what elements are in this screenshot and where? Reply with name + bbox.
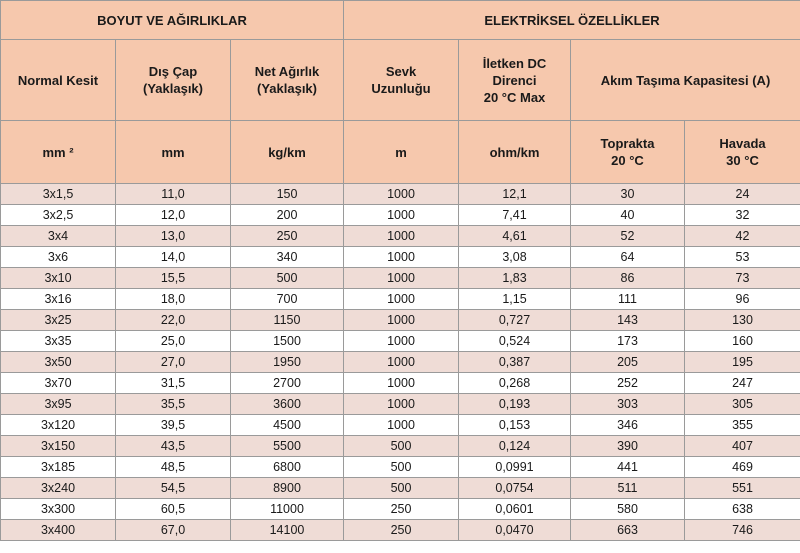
table-row (1, 184, 800, 205)
header-current-capacity: Akım Taşıma Kapasitesi (A) (571, 40, 800, 121)
cell-resistance: 4,61 (459, 226, 571, 247)
cell-ground: 86 (571, 268, 685, 289)
cell-resistance: 0,0470 (459, 520, 571, 541)
header-unit-row (1, 121, 800, 184)
cell-resistance: 0,0601 (459, 499, 571, 520)
cell-ground: 30 (571, 184, 685, 205)
cell-section: 3x150 (1, 436, 116, 457)
table-row (1, 268, 800, 289)
cell-diameter: 22,0 (116, 310, 231, 331)
cell-air: 551 (685, 478, 800, 499)
cell-weight: 6800 (231, 457, 344, 478)
cell-air: 469 (685, 457, 800, 478)
cell-weight: 700 (231, 289, 344, 310)
cell-length: 1000 (344, 184, 459, 205)
cell-air: 130 (685, 310, 800, 331)
cell-ground: 173 (571, 331, 685, 352)
header-net-weight: Net Ağırlık (Yaklaşık) (231, 40, 344, 121)
cell-length: 250 (344, 520, 459, 541)
header-group-row (1, 1, 800, 40)
cell-resistance: 0,0754 (459, 478, 571, 499)
header-dimensions-group: BOYUT VE AĞIRLIKLAR (1, 1, 344, 40)
header-normal-section: Normal Kesit (1, 40, 116, 121)
cell-section: 3x120 (1, 415, 116, 436)
cell-diameter: 43,5 (116, 436, 231, 457)
cell-air: 160 (685, 331, 800, 352)
cell-section: 3x2,5 (1, 205, 116, 226)
cell-length: 500 (344, 457, 459, 478)
cell-length: 1000 (344, 373, 459, 394)
table-row (1, 226, 800, 247)
cell-ground: 111 (571, 289, 685, 310)
table-row (1, 373, 800, 394)
cell-weight: 150 (231, 184, 344, 205)
cell-section: 3x50 (1, 352, 116, 373)
table-row (1, 331, 800, 352)
header-column-row (1, 40, 800, 121)
cell-air: 32 (685, 205, 800, 226)
table-row (1, 289, 800, 310)
cell-section: 3x95 (1, 394, 116, 415)
cell-section: 3x16 (1, 289, 116, 310)
table-row (1, 499, 800, 520)
cell-diameter: 27,0 (116, 352, 231, 373)
table-row (1, 394, 800, 415)
cell-section: 3x300 (1, 499, 116, 520)
unit-resistance: ohm/km (459, 121, 571, 184)
cell-weight: 200 (231, 205, 344, 226)
cell-length: 1000 (344, 268, 459, 289)
cell-ground: 252 (571, 373, 685, 394)
header-outer-diameter: Dış Çap (Yaklaşık) (116, 40, 231, 121)
cell-diameter: 35,5 (116, 394, 231, 415)
cell-weight: 3600 (231, 394, 344, 415)
cell-length: 1000 (344, 226, 459, 247)
cell-resistance: 0,0991 (459, 457, 571, 478)
cell-weight: 1500 (231, 331, 344, 352)
cell-resistance: 0,193 (459, 394, 571, 415)
cell-diameter: 31,5 (116, 373, 231, 394)
table-row (1, 310, 800, 331)
cell-air: 42 (685, 226, 800, 247)
cell-resistance: 0,124 (459, 436, 571, 457)
cell-ground: 346 (571, 415, 685, 436)
cell-ground: 52 (571, 226, 685, 247)
cell-weight: 500 (231, 268, 344, 289)
cell-air: 53 (685, 247, 800, 268)
unit-section: mm ² (1, 121, 116, 184)
cell-section: 3x240 (1, 478, 116, 499)
cell-diameter: 13,0 (116, 226, 231, 247)
cell-weight: 1150 (231, 310, 344, 331)
unit-diameter: mm (116, 121, 231, 184)
cell-section: 3x4 (1, 226, 116, 247)
cell-resistance: 0,727 (459, 310, 571, 331)
cell-section: 3x400 (1, 520, 116, 541)
cell-air: 195 (685, 352, 800, 373)
table-row (1, 415, 800, 436)
cell-weight: 5500 (231, 436, 344, 457)
cell-ground: 303 (571, 394, 685, 415)
cell-length: 1000 (344, 394, 459, 415)
cell-resistance: 1,15 (459, 289, 571, 310)
cell-length: 1000 (344, 415, 459, 436)
table-row (1, 520, 800, 541)
table-row (1, 205, 800, 226)
cell-diameter: 15,5 (116, 268, 231, 289)
cell-length: 1000 (344, 331, 459, 352)
table-row (1, 478, 800, 499)
cell-section: 3x35 (1, 331, 116, 352)
cell-section: 3x70 (1, 373, 116, 394)
header-electrical-group: ELEKTRİKSEL ÖZELLİKLER (344, 1, 800, 40)
cell-section: 3x25 (1, 310, 116, 331)
table-row (1, 457, 800, 478)
cell-air: 638 (685, 499, 800, 520)
cell-weight: 4500 (231, 415, 344, 436)
header-in-air: Havada 30 °C (685, 121, 800, 184)
cell-resistance: 0,524 (459, 331, 571, 352)
cell-diameter: 12,0 (116, 205, 231, 226)
header-shipping-length: Sevk Uzunluğu (344, 40, 459, 121)
cell-weight: 8900 (231, 478, 344, 499)
cell-length: 250 (344, 499, 459, 520)
cell-ground: 441 (571, 457, 685, 478)
cell-weight: 250 (231, 226, 344, 247)
cell-air: 73 (685, 268, 800, 289)
cell-air: 96 (685, 289, 800, 310)
cell-resistance: 0,387 (459, 352, 571, 373)
cell-weight: 2700 (231, 373, 344, 394)
cell-diameter: 60,5 (116, 499, 231, 520)
cell-air: 24 (685, 184, 800, 205)
cell-weight: 14100 (231, 520, 344, 541)
table-row (1, 247, 800, 268)
table-row (1, 436, 800, 457)
cell-resistance: 1,83 (459, 268, 571, 289)
cell-weight: 340 (231, 247, 344, 268)
cell-ground: 205 (571, 352, 685, 373)
cell-resistance: 0,268 (459, 373, 571, 394)
cell-length: 1000 (344, 205, 459, 226)
cell-section: 3x6 (1, 247, 116, 268)
header-dc-resistance: İletken DC Direnci 20 °C Max (459, 40, 571, 121)
cell-ground: 511 (571, 478, 685, 499)
cell-weight: 1950 (231, 352, 344, 373)
cell-weight: 11000 (231, 499, 344, 520)
cell-diameter: 14,0 (116, 247, 231, 268)
cell-length: 1000 (344, 310, 459, 331)
cell-diameter: 48,5 (116, 457, 231, 478)
cell-length: 1000 (344, 289, 459, 310)
cell-air: 305 (685, 394, 800, 415)
cell-ground: 143 (571, 310, 685, 331)
cell-air: 355 (685, 415, 800, 436)
unit-weight: kg/km (231, 121, 344, 184)
header-in-ground: Toprakta 20 °C (571, 121, 685, 184)
cell-ground: 64 (571, 247, 685, 268)
cell-length: 1000 (344, 247, 459, 268)
cell-resistance: 3,08 (459, 247, 571, 268)
cell-resistance: 0,153 (459, 415, 571, 436)
cell-diameter: 25,0 (116, 331, 231, 352)
cell-section: 3x1,5 (1, 184, 116, 205)
cell-length: 500 (344, 436, 459, 457)
cell-ground: 40 (571, 205, 685, 226)
table-row (1, 352, 800, 373)
cell-resistance: 7,41 (459, 205, 571, 226)
cell-ground: 663 (571, 520, 685, 541)
cell-air: 247 (685, 373, 800, 394)
unit-length: m (344, 121, 459, 184)
cell-ground: 390 (571, 436, 685, 457)
cell-diameter: 54,5 (116, 478, 231, 499)
cell-air: 746 (685, 520, 800, 541)
cell-diameter: 11,0 (116, 184, 231, 205)
cell-air: 407 (685, 436, 800, 457)
cell-diameter: 39,5 (116, 415, 231, 436)
cell-diameter: 18,0 (116, 289, 231, 310)
cell-length: 500 (344, 478, 459, 499)
cell-ground: 580 (571, 499, 685, 520)
cell-diameter: 67,0 (116, 520, 231, 541)
cell-section: 3x185 (1, 457, 116, 478)
cell-length: 1000 (344, 352, 459, 373)
cell-section: 3x10 (1, 268, 116, 289)
cell-resistance: 12,1 (459, 184, 571, 205)
